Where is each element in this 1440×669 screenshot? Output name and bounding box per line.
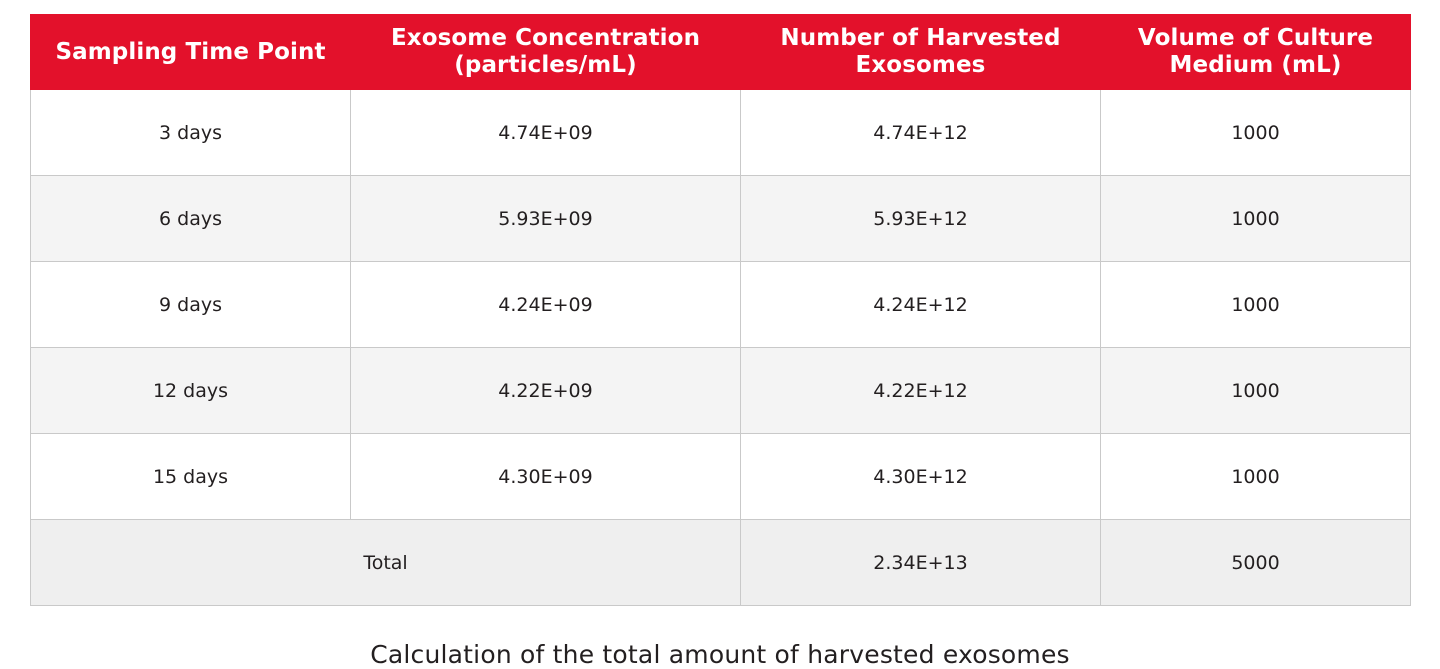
cell-concentration: 4.24E+09 — [351, 262, 741, 348]
cell-volume: 1000 — [1101, 434, 1411, 520]
cell-concentration: 4.74E+09 — [351, 90, 741, 176]
cell-harvested: 4.24E+12 — [741, 262, 1101, 348]
cell-concentration: 4.22E+09 — [351, 348, 741, 434]
cell-concentration: 4.30E+09 — [351, 434, 741, 520]
cell-total-label: Total — [31, 520, 741, 606]
cell-total-harvested: 2.34E+13 — [741, 520, 1101, 606]
table-header — [31, 15, 1411, 90]
cell-time-point: 3 days — [31, 90, 351, 176]
table-total-row — [31, 520, 1411, 606]
column-header-sampling-time-point: Sampling Time Point — [31, 15, 351, 90]
table-row — [31, 262, 1411, 348]
cell-volume: 1000 — [1101, 176, 1411, 262]
cell-time-point: 6 days — [31, 176, 351, 262]
cell-concentration: 5.93E+09 — [351, 176, 741, 262]
table-body — [31, 90, 1411, 606]
cell-time-point: 12 days — [31, 348, 351, 434]
cell-time-point: 9 days — [31, 262, 351, 348]
cell-volume: 1000 — [1101, 348, 1411, 434]
cell-time-point: 15 days — [31, 434, 351, 520]
table-row — [31, 90, 1411, 176]
column-header-exosome-concentration: Exosome Concentration (particles/mL) — [351, 15, 741, 90]
column-header-volume-medium: Volume of Culture Medium (mL) — [1101, 15, 1411, 90]
cell-harvested: 4.30E+12 — [741, 434, 1101, 520]
cell-harvested: 4.22E+12 — [741, 348, 1101, 434]
cell-volume: 1000 — [1101, 90, 1411, 176]
cell-harvested: 5.93E+12 — [741, 176, 1101, 262]
table-row — [31, 176, 1411, 262]
cell-volume: 1000 — [1101, 262, 1411, 348]
cell-harvested: 4.74E+12 — [741, 90, 1101, 176]
figure-caption: Calculation of the total amount of harvested exosomes — [370, 640, 1070, 669]
table-row — [31, 434, 1411, 520]
cell-total-volume: 5000 — [1101, 520, 1411, 606]
table-row — [31, 348, 1411, 434]
table-header-row — [31, 15, 1411, 90]
exosome-harvest-table — [30, 14, 1411, 606]
column-header-number-harvested: Number of Harvested Exosomes — [741, 15, 1101, 90]
